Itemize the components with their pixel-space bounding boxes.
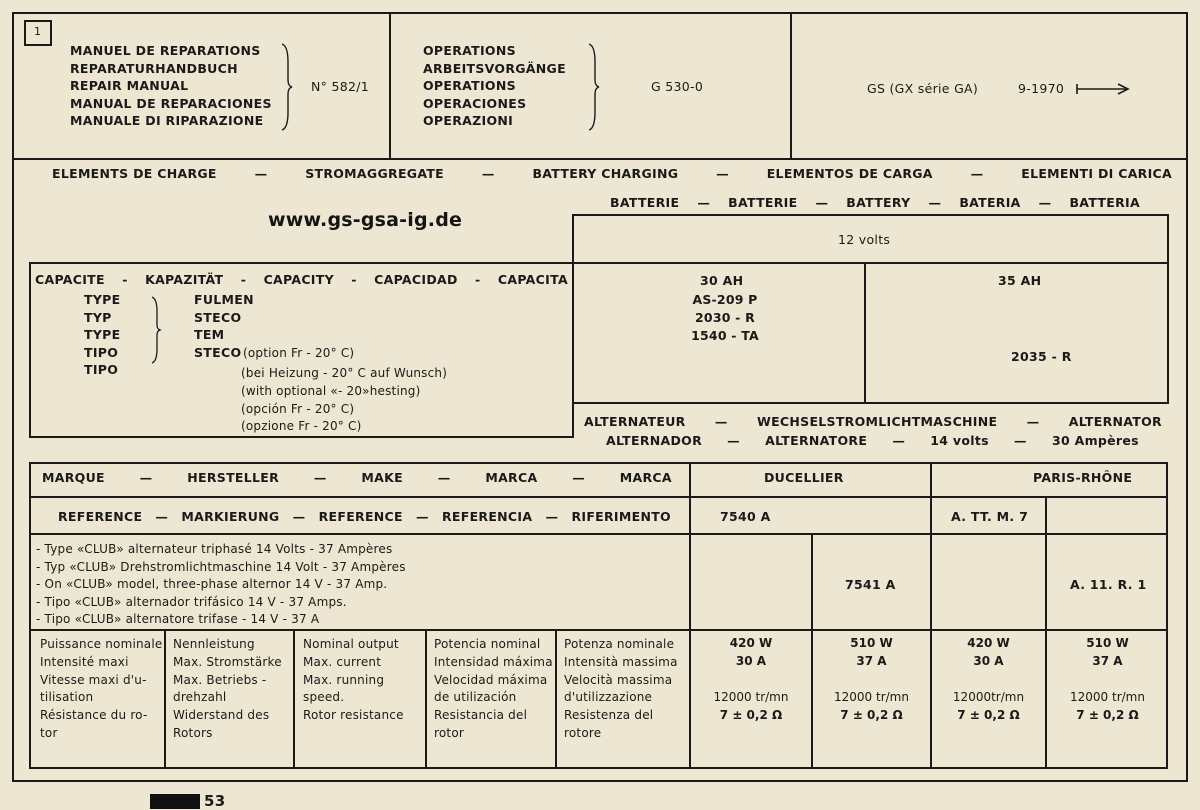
alt-row-divider [29, 533, 1168, 535]
battery-title: BATTERIE — BATTERIE — BATTERY — BATERIA — BATTERIA [610, 195, 1140, 210]
operations-title-en: OPERATIONS [423, 78, 516, 93]
spec-resistance: 7 ± 0,2 Ω [840, 708, 903, 722]
spec-labels-en: Nominal output Max. current Max. running speed. Rotor resistance [303, 637, 404, 723]
club-notes: - Type «CLUB» alternateur triphasé 14 Volts - 37 Ampères - Typ «CLUB» Drehstromlichtmaschine 14 Volt - 37 Ampères - On «CLUB» model, three-phase alternor 14 V - 37 Amp. - Tipo «CLUB» alternador trifásico 14 V - 37 Amps. - Tipo «CLUB» alternatore trifase - 14 V - 37 A [36, 542, 406, 626]
type-labels: TYPE TYP TYPE TIPO TIPO [84, 292, 121, 377]
club-ref-ducellier: 7541 A [845, 577, 896, 592]
arrow-right-icon [1076, 82, 1130, 96]
manual-title-fr: MANUEL DE REPARATIONS [70, 43, 261, 58]
spec-resistance: 7 ± 0,2 Ω [957, 708, 1020, 722]
battery-refs-1: AS-209 P 2030 - R 1540 - TA [691, 292, 759, 343]
edition-date: 9-1970 [1018, 81, 1065, 96]
alt-col-divider [1045, 496, 1047, 769]
spec-column-2 [813, 636, 930, 722]
spec-current: 30 A [735, 654, 767, 668]
alt-col-divider [689, 462, 691, 769]
spec-column-3 [932, 636, 1045, 722]
battery-voltage: 12 volts [838, 232, 891, 247]
battery-capacity-1: 30 AH [700, 273, 744, 288]
alt-row-divider [29, 629, 1168, 631]
header-divider [790, 12, 792, 160]
battery-table-divider [572, 262, 1169, 264]
alt-row-divider [29, 496, 1168, 498]
model-name: GS (GX série GA) [867, 81, 979, 96]
spec-speed: 12000 tr/mn [713, 690, 789, 704]
spec-current: 37 A [1092, 654, 1123, 668]
make-label: MARQUE — HERSTELLER — MAKE — MARCA — MARCA [42, 470, 672, 485]
make-ducellier: DUCELLIER [764, 470, 844, 485]
spec-labels-fr: Puissance nominale Intensité maxi Vitesse maxi d'u- tilisation Résistance du ro- tor [40, 637, 163, 740]
alternator-title-line1: ALTERNATEUR — WECHSELSTROMLICHTMASCHINE — ALTERNATOR [584, 414, 1162, 429]
spec-power: 510 W [850, 636, 893, 650]
reference-label: REFERENCE — MARKIERUNG — REFERENCE — REFERENCIA — RIFERIMENTO [58, 509, 671, 524]
manual-title-it: MANUALE DI RIPARAZIONE [70, 113, 264, 128]
spec-labels-es: Potencia nominal Intensidad máxima Velocidad máxima de utilización Resistancia del rotor [434, 637, 553, 740]
spec-power: 420 W [967, 636, 1010, 650]
battery-capacity-2: 35 AH [998, 273, 1042, 288]
spec-power: 510 W [1086, 636, 1129, 650]
operation-code: G 530-0 [651, 79, 704, 94]
manual-title-de: REPARATURHANDBUCH [70, 60, 238, 76]
alt-col-divider [425, 629, 427, 769]
section-title: ELEMENTS DE CHARGE — STROMAGGREGATE — BATTERY CHARGING — ELEMENTOS DE CARGA — ELEMENTI DI CARICA [52, 166, 1172, 181]
spec-speed: 12000 tr/mn [834, 690, 909, 704]
spec-column-1 [691, 636, 811, 722]
reference-ducellier: 7540 A [720, 509, 771, 524]
box-number: 1 [34, 25, 42, 38]
steco-option: (option Fr - 20° C) [243, 346, 355, 360]
reference-paris-rhone: A. TT. M. 7 [951, 509, 1029, 524]
alt-col-divider [164, 629, 166, 769]
spec-speed: 12000tr/mn [952, 690, 1025, 704]
page-number: 53 [204, 792, 226, 810]
brace-icon [150, 295, 162, 365]
brace-icon [587, 42, 601, 132]
manual-title-es: MANUAL DE REPARACIONES [70, 95, 272, 111]
spec-column-4 [1047, 636, 1168, 722]
operations-title-fr: OPERATIONS [423, 43, 516, 58]
spec-current: 37 A [856, 654, 887, 668]
club-ref-paris-rhone: A. 11. R. 1 [1070, 577, 1147, 592]
spec-resistance: 7 ± 0,2 Ω [1076, 708, 1139, 722]
alt-col-divider [293, 629, 295, 769]
operations-title-it: OPERAZIONI [423, 113, 514, 128]
spec-labels-it: Potenza nominale Intensità massima Velocità massima d'utilizzazione Resistenza del rotore [564, 637, 678, 740]
battery-ref-2: 2035 - R [1011, 349, 1072, 364]
battery-makes: FULMEN STECO TEM STECO [194, 292, 254, 360]
capacity-label: CAPACITE - KAPAZITÄT - CAPACITY - CAPACIDAD - CAPACITA [35, 272, 568, 287]
battery-table-divider [864, 262, 866, 404]
manual-number: N° 582/1 [311, 79, 369, 94]
operations-title-de: ARBEITSVORGÄNGE [423, 60, 566, 76]
spec-power: 420 W [729, 636, 773, 650]
brace-icon [280, 42, 294, 132]
alternator-title-line2: ALTERNADOR — ALTERNATORE — 14 volts — 30 Ampères [606, 433, 1139, 448]
header-divider [389, 12, 391, 160]
alt-col-divider [555, 629, 557, 769]
operations-titles [423, 42, 566, 130]
operations-title-es: OPERACIONES [423, 95, 527, 111]
spec-labels-de: Nennleistung Max. Stromstärke Max. Betriebs - drehzahl Widerstand des Rotors [173, 637, 282, 740]
option-notes: (bei Heizung - 20° C auf Wunsch) (with optional «- 20»hesting) (opción Fr - 20° C) (opzione Fr - 20° C) [241, 366, 448, 434]
manual-titles [70, 42, 272, 130]
spec-resistance: 7 ± 0,2 Ω [719, 708, 783, 722]
website-url[interactable]: www.gs-gsa-ig.de [268, 209, 463, 231]
spec-speed: 12000 tr/mn [1070, 690, 1145, 704]
page-number-bar [150, 794, 200, 809]
alt-col-divider [930, 462, 932, 769]
manual-title-en: REPAIR MANUAL [70, 78, 189, 93]
spec-current: 30 A [973, 654, 1004, 668]
make-paris-rhone: PARIS-RHÔNE [1033, 470, 1133, 485]
